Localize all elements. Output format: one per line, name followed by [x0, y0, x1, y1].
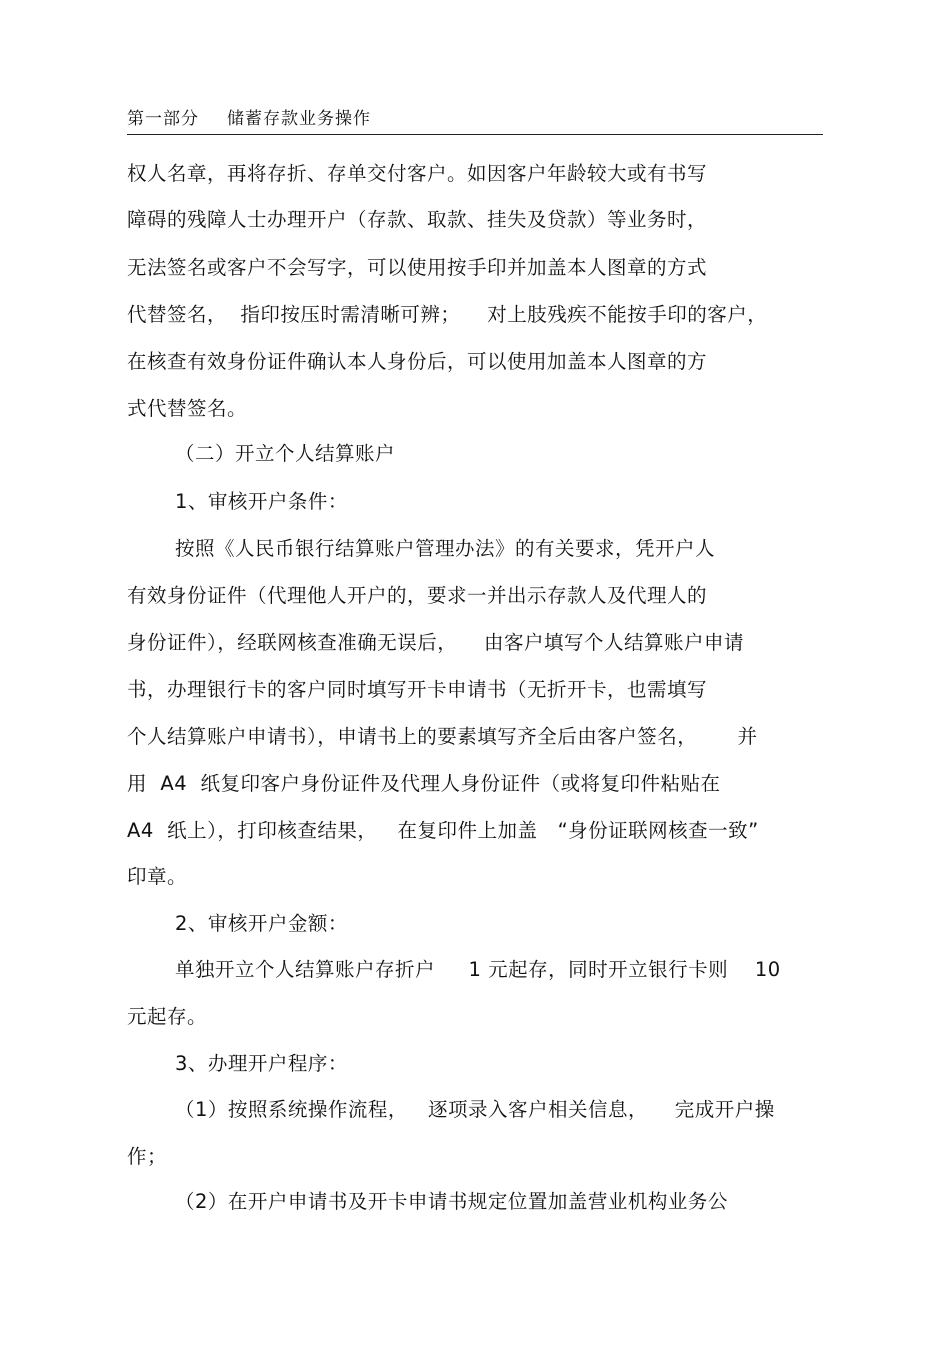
text-line: 在核查有效身份证件确认本人身份后，可以使用加盖本人图章的方 — [127, 350, 708, 373]
text-line: 2、审核开户金额： — [175, 912, 348, 935]
text-line: 单独开立个人结算账户存折户 1 元起存，同时开立银行卡则 10 — [175, 958, 781, 981]
text-line: （2）在开户申请书及开卡申请书规定位置加盖营业机构业务公 — [175, 1190, 728, 1213]
text-line: 有效身份证件（代理他人开户的，要求一并出示存款人及代理人的 — [127, 584, 708, 607]
text-line: （二）开立个人结算账户 — [175, 442, 396, 465]
text-line: 代替签名， 指印按压时需清晰可辨； 对上肢残疾不能按手印的客户， — [127, 303, 768, 326]
text-line: 书，办理银行卡的客户同时填写开卡申请书（无折开卡，也需填写 — [127, 678, 708, 701]
text-line: 作； — [127, 1145, 168, 1168]
text-line: 印章。 — [127, 865, 188, 888]
text-line: 权人名章，再将存折、存单交付客户。如因客户年龄较大或有书写 — [127, 162, 708, 185]
text-line: 3、办理开户程序： — [175, 1052, 348, 1075]
text-line: 用 A4 纸复印客户身份证件及代理人身份证件（或将复印件粘贴在 — [127, 772, 721, 795]
text-line: 1、审核开户条件： — [175, 490, 348, 513]
text-line: 个人结算账户申请书），申请书上的要素填写齐全后由客户签名， 并 — [127, 725, 758, 748]
text-line: 元起存。 — [127, 1005, 208, 1028]
header-rule — [127, 134, 823, 135]
text-line: 式代替签名。 — [127, 397, 248, 420]
header-part: 第一部分 — [127, 109, 199, 129]
text-line: 身份证件），经联网核查准确无误后， 由客户填写个人结算账户申请 — [127, 631, 745, 654]
text-line: （1）按照系统操作流程， 逐项录入客户相关信息， 完成开户操 — [175, 1098, 775, 1121]
text-line: A4 纸上），打印核查结果， 在复印件上加盖 “身份证联网核查一致” — [127, 819, 759, 842]
text-line: 无法签名或客户不会写字，可以使用按手印并加盖本人图章的方式 — [127, 256, 708, 279]
running-header — [127, 104, 371, 129]
header-section-title: 储蓄存款业务操作 — [227, 109, 371, 129]
text-line: 障碍的残障人士办理开户（存款、取款、挂失及贷款）等业务时， — [127, 208, 708, 231]
text-line: 按照《人民币银行结算账户管理办法》的有关要求，凭开户人 — [175, 537, 716, 560]
